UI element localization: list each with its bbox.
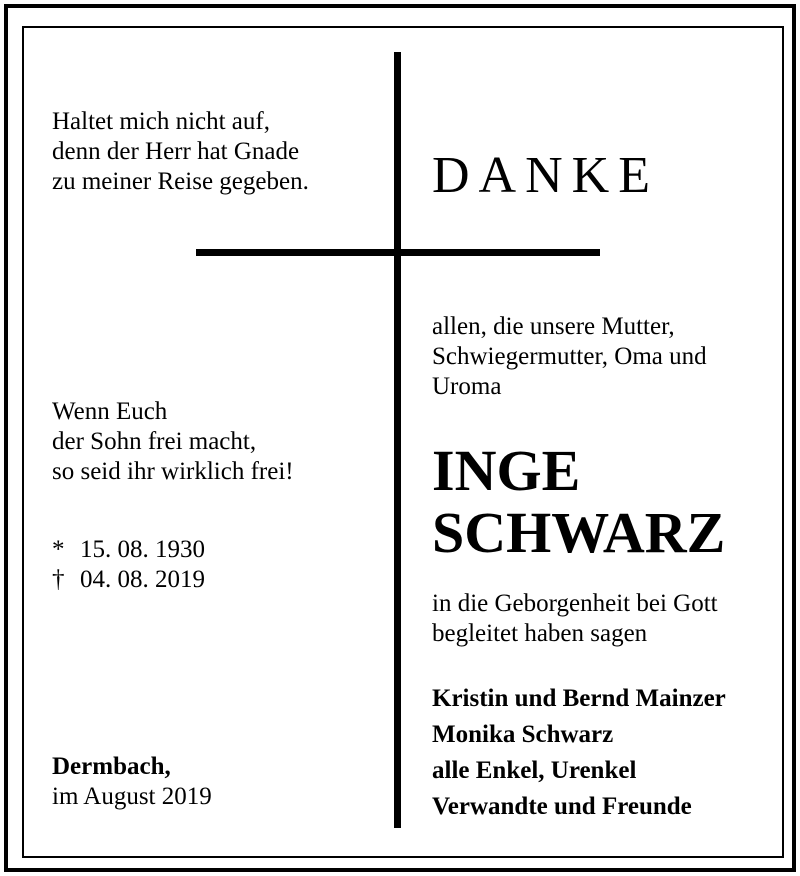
first-name: INGE xyxy=(432,438,581,503)
intro-line: Uroma xyxy=(432,373,502,400)
deceased-name xyxy=(432,440,725,564)
birth-date: 15. 08. 1930 xyxy=(80,536,205,563)
death-row xyxy=(52,565,205,595)
date-line: im August 2019 xyxy=(52,783,212,810)
life-dates xyxy=(52,535,205,595)
verse-top-line: denn der Herr hat Gnade xyxy=(52,138,300,165)
signer: alle Enkel, Urenkel xyxy=(432,757,637,784)
verse-top-line: Haltet mich nicht auf, xyxy=(52,108,270,135)
bible-verse-top xyxy=(52,107,309,197)
cross-horizontal-bar xyxy=(196,249,600,256)
verse-top-line: zu meiner Reise gegeben. xyxy=(52,168,309,195)
signers-list xyxy=(432,681,726,825)
closing-line: in die Geborgenheit bei Gott xyxy=(432,590,718,617)
verse-bottom-line: so seid ihr wirklich frei! xyxy=(52,458,294,485)
last-name: SCHWARZ xyxy=(432,500,726,565)
signer: Kristin und Bernd Mainzer xyxy=(432,685,726,712)
signer: Monika Schwarz xyxy=(432,721,614,748)
cross-vertical-bar xyxy=(394,52,401,828)
closing-line: begleitet haben sagen xyxy=(432,620,648,647)
verse-bottom-line: Wenn Euch xyxy=(52,398,168,425)
intro-line: allen, die unsere Mutter, xyxy=(432,313,675,340)
intro-line: Schwiegermutter, Oma und xyxy=(432,343,707,370)
heading-danke: DANKE xyxy=(432,147,659,204)
place-name: Dermbach, xyxy=(52,753,171,780)
verse-bottom-line: der Sohn frei macht, xyxy=(52,428,257,455)
bible-verse-bottom xyxy=(52,397,294,487)
birth-row xyxy=(52,535,205,565)
place-date xyxy=(52,752,212,812)
closing-text xyxy=(432,589,718,649)
death-symbol: † xyxy=(52,566,65,593)
death-date: 04. 08. 2019 xyxy=(80,566,205,593)
birth-symbol: * xyxy=(52,536,65,563)
signer: Verwandte und Freunde xyxy=(432,793,692,820)
intro-text xyxy=(432,312,707,402)
